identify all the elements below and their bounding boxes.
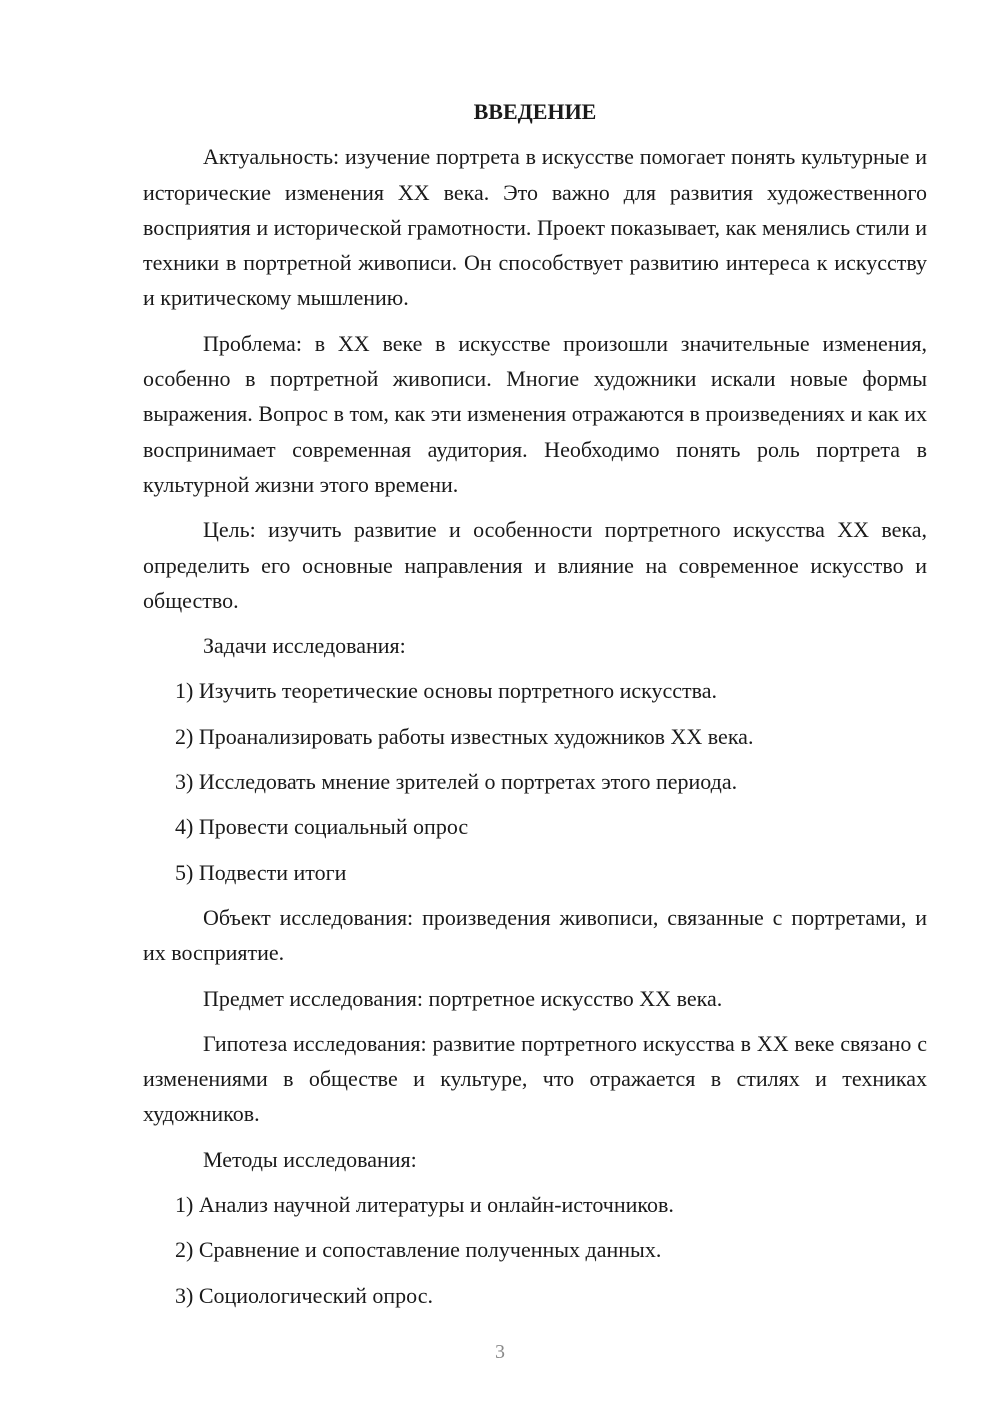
section-heading: ВВЕДЕНИЕ [473,99,597,124]
method-item-2: 2) Сравнение и сопоставление полученных данных. [175,1237,662,1263]
task-item-1: 1) Изучить теоретические основы портретного искусства. [175,678,717,704]
task-item-5: 5) Подвести итоги [175,859,347,885]
hypothesis-paragraph: Гипотеза исследования: развитие портретного искусства в XX веке связано с изменениями в обществе и культуре, что отражается в стилях и техниках художников. [143,1030,927,1127]
method-item-3: 3) Социологический опрос. [175,1282,433,1308]
tasks-heading: Задачи исследования: [203,633,406,659]
task-item-2: 2) Проанализировать работы известных художников XX века. [175,723,754,749]
relevance-paragraph: Актуальность: изучение портрета в искусстве помогает понять культурные и исторические изменения XX века. Это важно для развития художественного восприятия и исторической грамотности. Проект показывает, как менялись стили и техники в портретной живописи. Он способствует развитию интереса к искусству и критическому мышлению. [143,144,927,311]
method-item-1: 1) Анализ научной литературы и онлайн-источников. [175,1192,674,1218]
problem-paragraph: Проблема: в XX веке в искусстве произошли значительные изменения, особенно в портретной живописи. Многие художники искали новые формы выражения. Вопрос в том, как эти изменения отражаются в произведениях и как их воспринимает современная аудитория. Необходимо понять роль портрета в культурной жизни этого времени. [143,330,927,497]
object-paragraph: Объект исследования: произведения живописи, связанные с портретами, и их восприятие. [143,904,927,966]
task-item-4: 4) Провести социальный опрос [175,814,469,840]
subject-paragraph: Предмет исследования: портретное искусство XX века. [203,985,723,1011]
methods-heading: Методы исследования: [203,1146,417,1172]
goal-paragraph: Цель: изучить развитие и особенности портретного искусства XX века, определить его основные направления и влияние на современное искусство и общество. [143,517,927,613]
page-number: 3 [495,1341,505,1363]
task-item-3: 3) Исследовать мнение зрителей о портретах этого периода. [175,769,738,795]
